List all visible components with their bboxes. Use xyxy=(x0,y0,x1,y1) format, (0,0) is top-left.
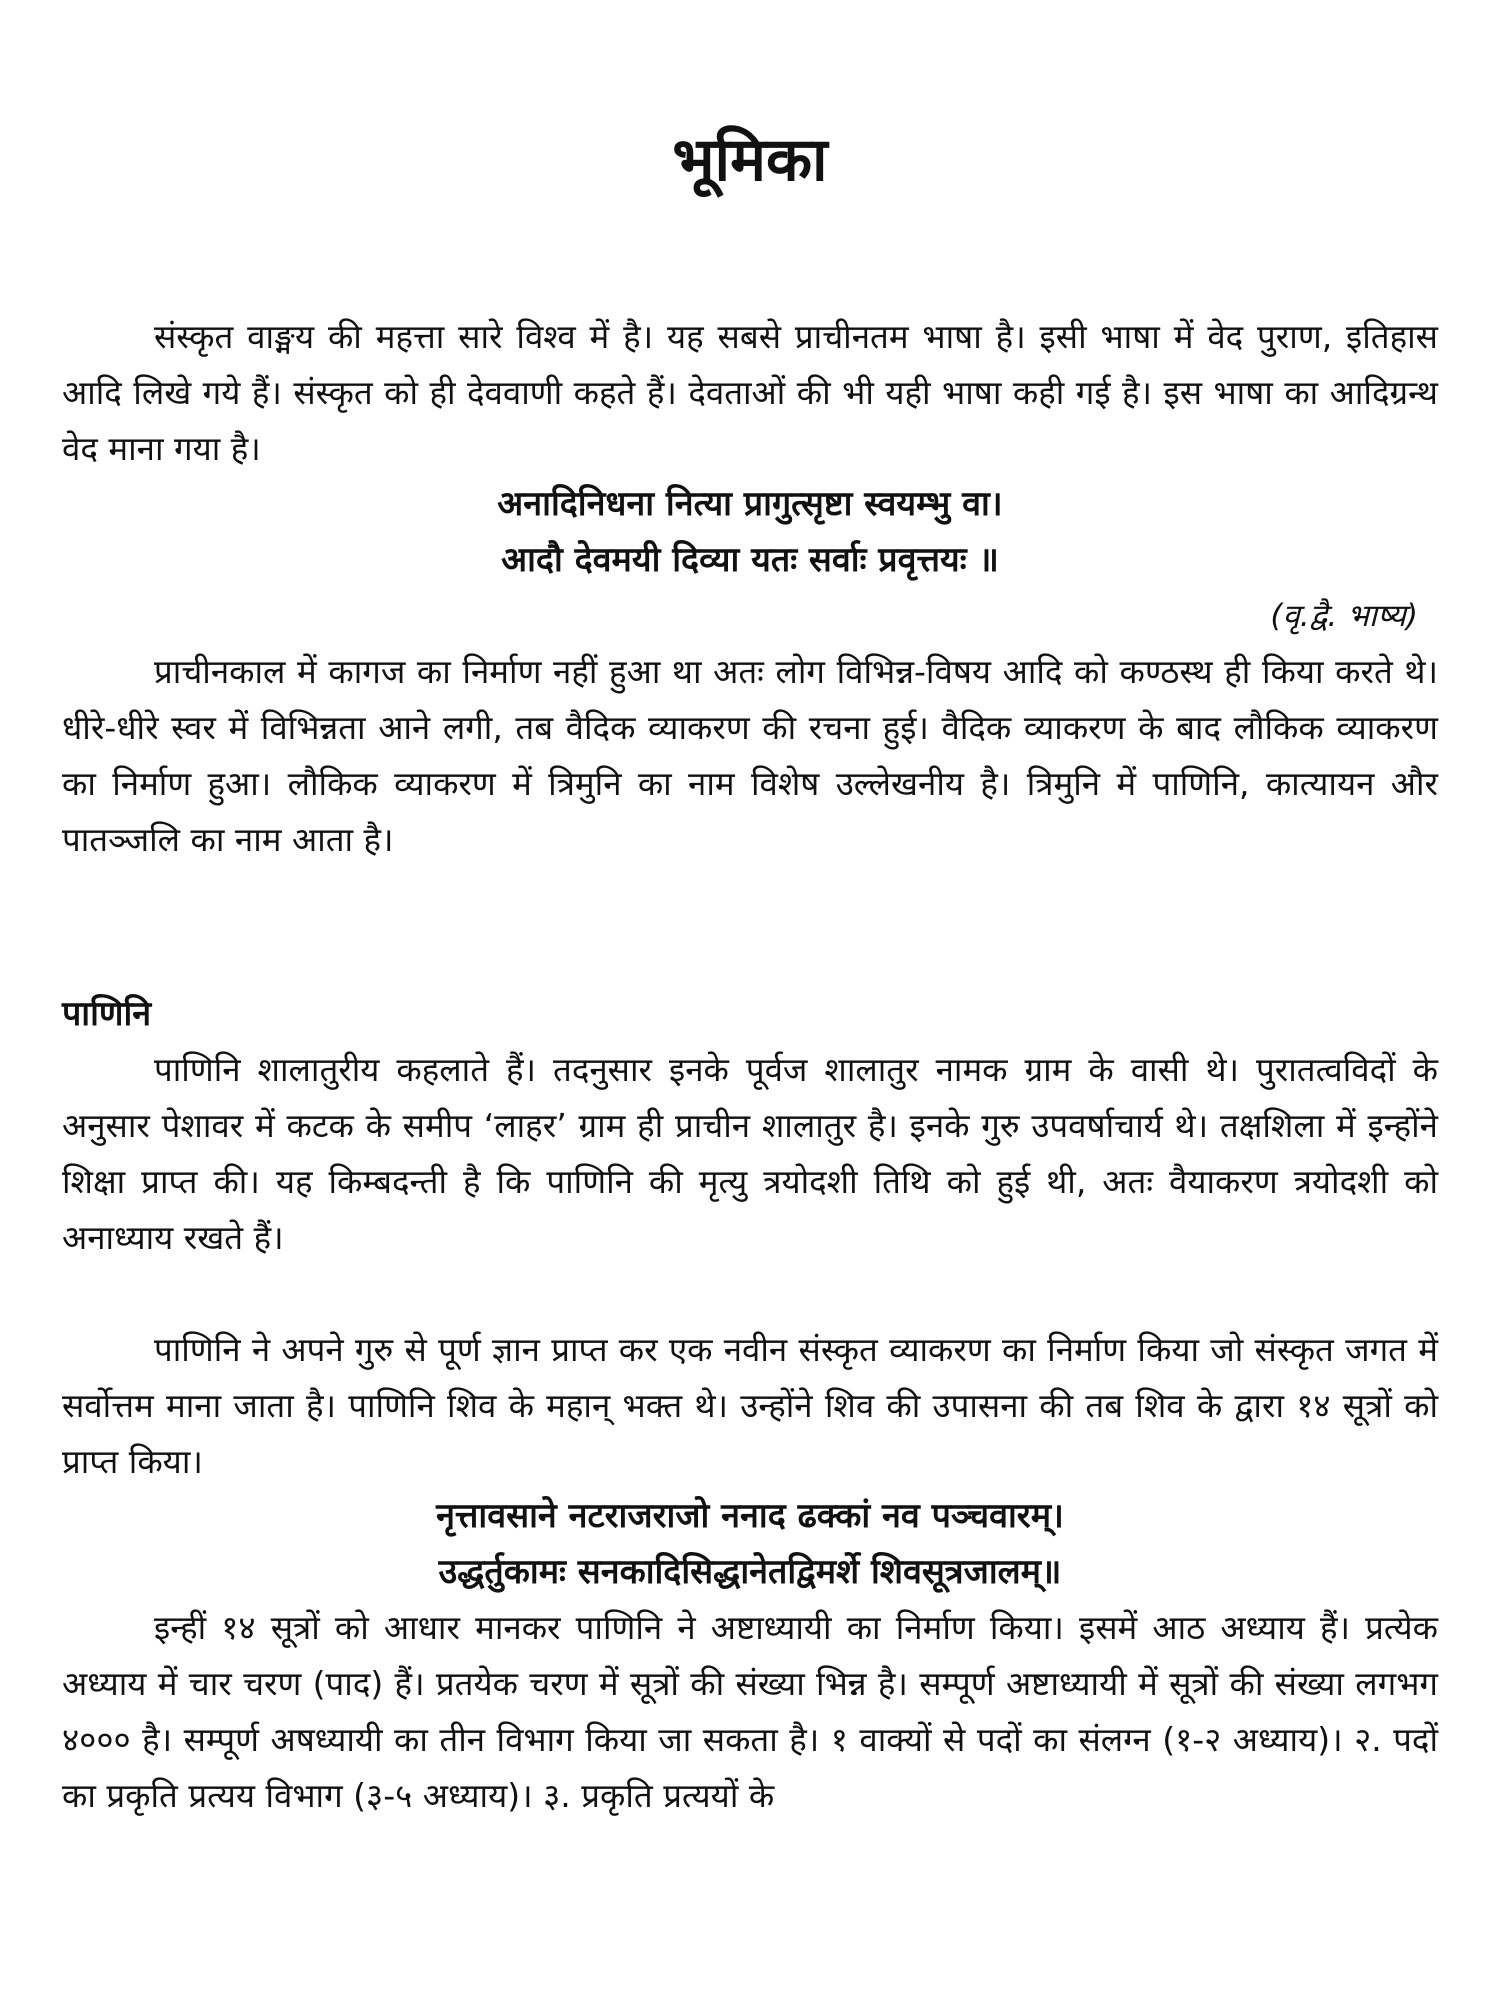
intro-paragraph: संस्कृत वाङ्मय की महत्ता सारे विश्व में है। यह सबसे प्राचीनतम भाषा है। इसी भाषा में वेद पुराण, इतिहास आदि लिखे गये हैं। संस्कृत को ही देववाणी कहते हैं। देवताओं की भी यही भाषा कही गई है। इस भाषा का आदिग्रन्थ वेद माना गया है। xyxy=(62,317,1438,468)
verse1-line1: अनादिनिधना नित्या प्रागुत्सृष्टा स्वयम्भु वा। xyxy=(497,484,1003,524)
panini-paragraph-1: पाणिनि शालातुरीय कहलाते हैं। तदनुसार इनके पूर्वज शालातुर नामक ग्राम के वासी थे। पुरातत्वविदों के अनुसार पेशावर में कटक के समीप ‘लाहर’ ग्राम ही प्राचीन शालातुर है। इनके गुरु उपवर्षाचार्य थे। तक्षशिला में इन्होंने शिक्षा प्राप्त की। यह किम्बदन्ती है कि पाणिनि की मृत्यु त्रयोदशी तिथि को हुई थी, अतः वैयाकरण त्रयोदशी को अनाध्याय रखते हैं। xyxy=(62,1050,1438,1257)
verse1-line2: आदौ देवमयी दिव्या यतः सर्वाः प्रवृत्तयः ॥ xyxy=(501,540,999,580)
panini-paragraph-2: पाणिनि ने अपने गुरु से पूर्ण ज्ञान प्राप्त कर एक नवीन संस्कृत व्याकरण का निर्माण किया जो संस्कृत जगत में सर्वोत्तम माना जाता है। पाणिनि शिव के महान् भक्त थे। उन्होंने शिव की उपासना की तब शिव के द्वारा १४ सूत्रों को प्राप्त किया। xyxy=(62,1330,1438,1481)
verse1-citation: (वृ.द्वै. भाष्य) xyxy=(1270,598,1418,634)
page-title: भूमिका xyxy=(672,125,828,195)
ashtadhyayi-paragraph: इन्हीं १४ सूत्रों को आधार मानकर पाणिनि ने अष्टाध्यायी का निर्माण किया। इसमें आठ अध्याय हैं। प्रत्येक अध्याय में चार चरण (पाद) हैं। प्रतयेक चरण में सूत्रों की संख्या भिन्न है। सम्पूर्ण अष्टाध्यायी में सूत्रों की संख्या लगभग ४००० है। सम्पूर्ण अषध्यायी का तीन विभाग किया जा सकता है। १ वाक्यों से पदों का संलग्न (१-२ अध्याय)। २. पदों का प्रकृति प्रत्यय विभाग (३-५ अध्याय)। ३. प्रकृति प्रत्ययों के xyxy=(62,1608,1438,1815)
verse2-line2: उद्धर्तुकामः सनकादिसिद्धानेतद्विमर्शे शिवसूत्रजालम्॥ xyxy=(438,1552,1062,1592)
section-heading-panini: पाणिनि xyxy=(62,994,152,1034)
verse2-line1: नृत्तावसाने नटराजराजो ननाद ढक्कां नव पञ्चवारम्। xyxy=(436,1496,1064,1536)
document-page xyxy=(62,0,1438,2000)
history-paragraph: प्राचीनकाल में कागज का निर्माण नहीं हुआ था अतः लोग विभिन्न-विषय आदि को कण्ठस्थ ही किया करते थे। धीरे-धीरे स्वर में विभिन्नता आने लगी, तब वैदिक व्याकरण की रचना हुई। वैदिक व्याकरण के बाद लौकिक व्याकरण का निर्माण हुआ। लौकिक व्याकरण में त्रिमुनि का नाम विशेष उल्लेखनीय है। त्रिमुनि में पाणिनि, कात्यायन और पातञ्जलि का नाम आता है। xyxy=(62,652,1438,859)
